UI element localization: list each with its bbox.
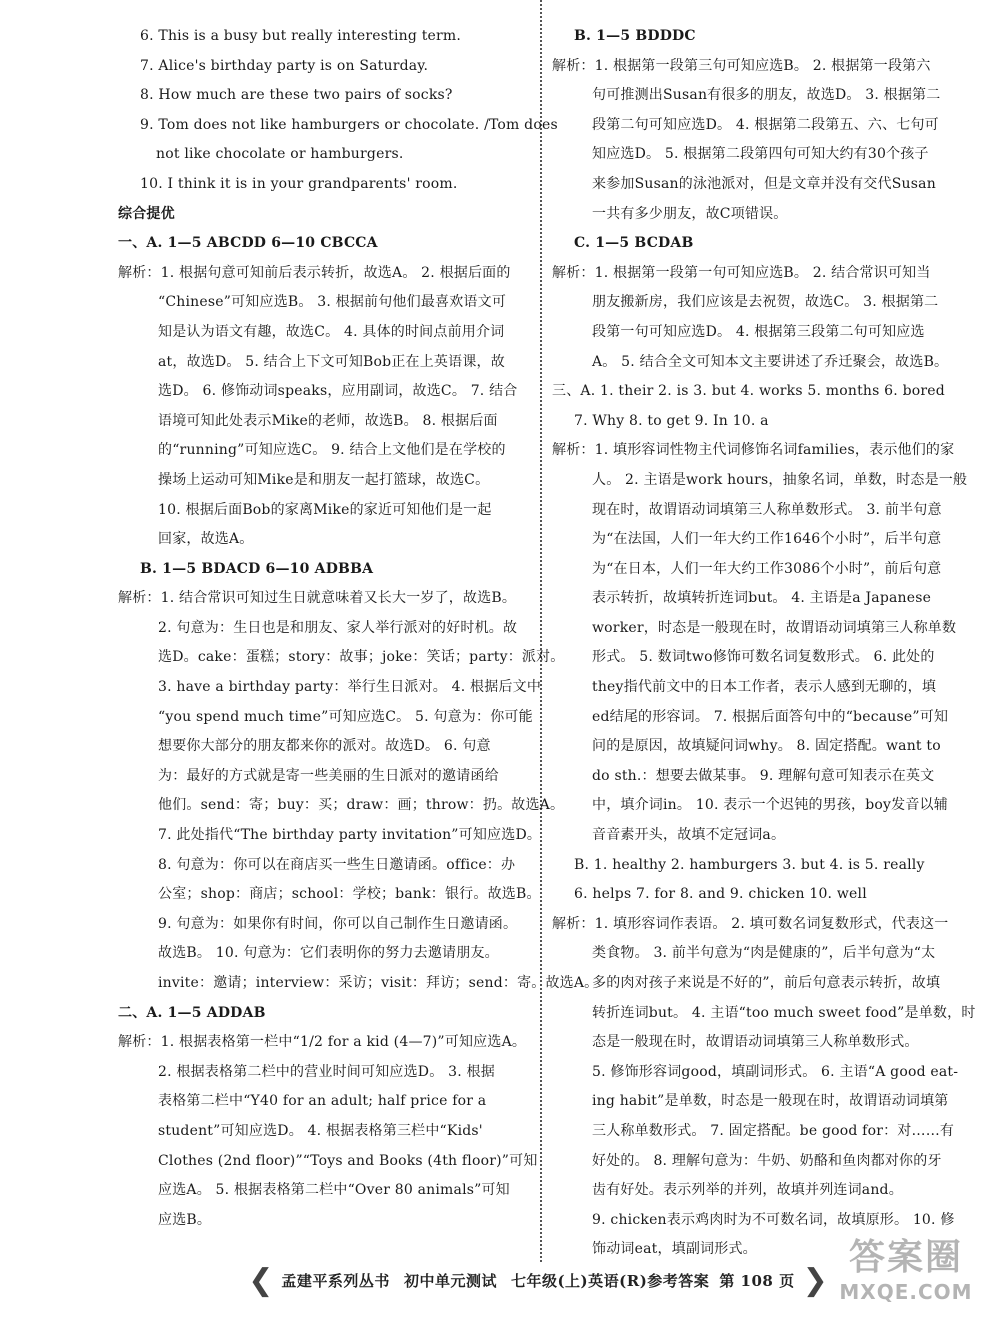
chevron-right-icon: ❯ — [802, 1262, 828, 1298]
text-line: B. 1. healthy 2. hamburgers 3. but 4. is 5. really — [574, 856, 925, 873]
text-line: at，故选D。 5. 结合上下文可知Bob正在上英语课，故 — [158, 353, 505, 370]
footer-series: 孟建平系列丛书 — [281, 1271, 390, 1290]
chevron-left-icon: ❮ — [248, 1262, 274, 1298]
text-line: 10. 根据后面Bob的家离Mike的家近可知他们是一起 — [158, 501, 492, 518]
text-line: 音音素开头，故填不定冠词a。 — [592, 827, 786, 844]
text-line: 解析：1. 根据句意可知前后表示转折，故选A。 2. 根据后面的 — [118, 264, 511, 281]
text-line: 一、A. 1—5 ABCDD 6—10 CBCCA — [118, 235, 378, 252]
text-line: A。 5. 结合全文可知本文主要讲述了乔迁聚会，故选B。 — [592, 353, 949, 370]
text-line: 解析：1. 填形容词作表语。 2. 填可数名词复数形式，代表这一 — [552, 915, 949, 932]
text-line: 选D。cake：蛋糕；story：故事；joke：笑话；party：派对。 — [158, 649, 565, 666]
text-line: 选D。 6. 修饰动词speaks，应用副词，故选C。 7. 结合 — [158, 383, 518, 400]
text-line: 综合提优 — [118, 205, 175, 222]
footer-subject: 七年级(上)英语(R)参考答案 — [510, 1271, 710, 1290]
text-line: 形式。 5. 数词two修饰可数名词复数形式。 6. 此处的 — [592, 649, 935, 666]
text-line: 他们。send：寄；buy：买；draw：画；throw：扔。故选A。 — [158, 797, 565, 814]
text-line: 多的肉对孩子来说是不好的”，前后句意表示转折，故填 — [592, 975, 941, 991]
text-line: 三人称单数形式。 7. 固定搭配。be good for：对……有 — [592, 1122, 955, 1139]
text-line: 9. 句意为：如果你有时间，你可以自己制作生日邀请函。 — [158, 915, 518, 932]
text-line: 8. 句意为：你可以在商店买一些生日邀请函。office：办 — [158, 856, 516, 873]
text-line: 回家，故选A。 — [158, 531, 254, 548]
footer-book: 初中单元测试 — [403, 1271, 497, 1290]
text-line: “you spend much time”可知应选C。 5. 句意为：你可能 — [158, 708, 533, 725]
text-line: 转折连词but。 4. 主语“too much sweet food”是单数，时 — [592, 1004, 976, 1021]
text-line: 类食物。 3. 前半句意为“肉是健康的”，后半句意为“太 — [592, 945, 936, 962]
text-line: 9. chicken表示鸡肉时为不可数名词，故填原形。 10. 修 — [592, 1211, 955, 1228]
text-line: 故选B。 10. 句意为：它们表明你的努力去邀请朋友。 — [158, 945, 499, 962]
page-footer — [248, 1262, 828, 1298]
text-line: Clothes (2nd floor)”“Toys and Books (4th floor)”可知 — [158, 1152, 538, 1169]
text-line: 人。 2. 主语是work hours，抽象名词，单数，时态是一般 — [592, 471, 968, 488]
column-divider — [540, 0, 542, 1262]
left-column — [118, 22, 599, 1235]
text-line: student”可知应选D。 4. 根据表格第三栏中“Kids' — [158, 1122, 483, 1139]
text-line: 饰动词eat，填副词形式。 — [592, 1241, 757, 1258]
text-line: invite：邀请；interview：采访；visit：拜访；send：寄。故选A。 — [158, 975, 599, 991]
text-line: 6. helps 7. for 8. and 9. chicken 10. well — [574, 886, 867, 903]
watermark-url: MXQE.COM — [839, 1280, 973, 1304]
text-line: 的“running”可知应选C。 9. 结合上文他们是在学校的 — [158, 442, 506, 459]
text-line: 想要你大部分的朋友都来你的派对。故选D。 6. 句意 — [158, 738, 491, 755]
text-line: 三、A. 1. their 2. is 3. but 4. works 5. months 6. bored — [552, 383, 945, 400]
watermark-title: 答案圈 — [848, 1237, 963, 1278]
text-line: 8. How much are these two pairs of socks? — [140, 87, 453, 104]
text-line: 操场上运动可知Mike是和朋友一起打篮球，故选C。 — [158, 471, 490, 488]
text-line: 知是认为语文有趣，故选C。 4. 具体的时间点前用介词 — [158, 323, 505, 340]
text-line: 为“在日本，人们一年大约工作3086个小时”，前后句意 — [592, 560, 942, 577]
watermark-logo — [826, 1236, 986, 1316]
text-line: 齿有好处。表示列举的并列，故填并列连词and。 — [592, 1182, 903, 1199]
text-line: 6. This is a busy but really interesting term. — [140, 28, 462, 44]
text-line: 10. I think it is in your grandparents' room. — [140, 175, 458, 192]
text-line: 段第一句可知应选D。 4. 根据第三段第二句可知应选 — [592, 323, 925, 340]
text-line: 3. have a birthday party：举行生日派对。 4. 根据后文中 — [158, 679, 542, 696]
text-line: 应选A。 5. 根据表格第二栏中“Over 80 animals”可知 — [158, 1182, 510, 1199]
text-line: they指代前文中的日本工作者，表示人感到无聊的，填 — [592, 679, 937, 696]
text-line: 9. Tom does not like hamburgers or chocolate. /Tom does — [140, 116, 558, 133]
text-line: 5. 修饰形容词good，填副词形式。 6. 主语“A good eat- — [592, 1063, 959, 1080]
text-line: 解析：1. 根据表格第一栏中“1/2 for a kid (4—7)”可知应选A。 — [118, 1034, 527, 1051]
text-line: 表示转折，故填转折连词but。 4. 主语是a Japanese — [592, 590, 932, 607]
text-line: “Chinese”可知应选B。 3. 根据前句他们最喜欢语文可 — [158, 294, 507, 311]
text-line: ed结尾的形容词。 7. 根据后面答句中的“because”可知 — [592, 708, 949, 725]
text-line: 一共有多少朋友，故C项错误。 — [592, 205, 788, 222]
text-line: 好处的。 8. 理解句意为：牛奶、奶酪和鱼肉都对你的牙 — [592, 1152, 942, 1169]
text-line: ing habit”是单数，时态是一般现在时，故谓语动词填第 — [592, 1093, 949, 1110]
text-line: 7. Why 8. to get 9. In 10. a — [574, 412, 769, 429]
text-line: 现在时，故谓语动词填第三人称单数形式。 3. 前半句意 — [592, 501, 942, 518]
text-line: 解析：1. 结合常识可知过生日就意味着又长大一岁了，故选B。 — [118, 590, 517, 607]
text-line: 态是一般现在时，故谓语动词填第三人称单数形式。 — [592, 1034, 919, 1051]
text-line: B. 1—5 BDDDC — [574, 28, 696, 44]
text-line: 为“在法国，人们一年大约工作1646个小时”，后半句意 — [592, 531, 942, 548]
text-line: do sth.：想要去做某事。 9. 理解句意可知表示在英文 — [592, 767, 935, 784]
text-line: 解析：1. 填形容词性物主代词修饰名词families，表示他们的家 — [552, 442, 955, 459]
right-column — [552, 22, 976, 1265]
text-line: 7. Alice's birthday party is on Saturday. — [140, 57, 429, 74]
text-line: 为：最好的方式就是寄一些美丽的生日派对的邀请函给 — [158, 767, 499, 784]
text-line: 解析：1. 根据第一段第一句可知应选B。 2. 结合常识可知当 — [552, 264, 931, 281]
text-line: C. 1—5 BCDAB — [574, 235, 694, 252]
text-line: 公室；shop：商店；school：学校；bank：银行。故选B。 — [158, 886, 541, 903]
text-line: 解析：1. 根据第一段第三句可知应选B。 2. 根据第一段第六 — [552, 57, 931, 74]
text-line: 来参加Susan的泳池派对，但是文章并没有交代Susan — [592, 175, 936, 192]
text-line: 7. 此处指代“The birthday party invitation”可知应选D。 — [158, 827, 542, 844]
text-line: 语境可知此处表示Mike的老师，故选B。 8. 根据后面 — [158, 412, 498, 429]
text-line: 应选B。 — [158, 1211, 212, 1228]
text-line: B. 1—5 BDACD 6—10 ADBBA — [140, 560, 374, 577]
text-line: 中，填介词in。 10. 表示一个迟钝的男孩，boy发音以辅 — [592, 797, 948, 814]
text-line: 二、A. 1—5 ADDAB — [118, 1004, 266, 1021]
text-line: 段第二句可知应选D。 4. 根据第二段第五、六、七句可 — [592, 116, 939, 133]
text-line: 句可推测出Susan有很多的朋友，故选D。 3. 根据第二 — [592, 87, 941, 104]
text-line: 表格第二栏中“Y40 for an adult; half price for a — [158, 1093, 487, 1110]
text-line: 知应选D。 5. 根据第二段第四句可知大约有30个孩子 — [592, 146, 929, 163]
text-line: 2. 根据表格第二栏中的营业时间可知应选D。 3. 根据 — [158, 1063, 495, 1080]
footer-page-number: 第 108 页 — [719, 1271, 795, 1290]
text-line: not like chocolate or hamburgers. — [156, 146, 404, 163]
text-line: 2. 句意为：生日也是和朋友、家人举行派对的好时机。故 — [158, 619, 518, 636]
text-line: 问的是原因，故填疑问词why。 8. 固定搭配。want to — [592, 738, 941, 755]
text-line: 朋友搬新房，我们应该是去祝贺，故选C。 3. 根据第二 — [592, 294, 939, 311]
text-line: worker，时态是一般现在时，故谓语动词填第三人称单数 — [592, 619, 957, 636]
